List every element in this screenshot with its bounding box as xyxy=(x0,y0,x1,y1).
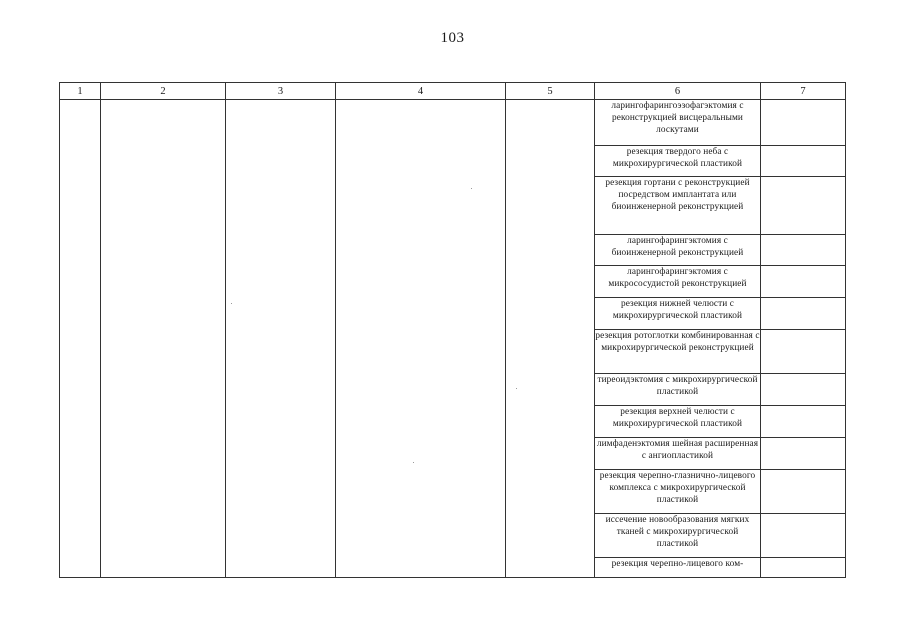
column-7-cell xyxy=(761,266,846,298)
column-7-cell xyxy=(761,558,846,578)
scan-speck xyxy=(413,462,414,463)
column-3-cell xyxy=(226,100,336,578)
column-7-cell xyxy=(761,438,846,470)
column-7-cell xyxy=(761,374,846,406)
column-header-3: 3 xyxy=(226,83,336,100)
procedure-cell: ларингофарингэктомия с биоинженерной реконструкцией xyxy=(595,235,761,266)
column-7-cell xyxy=(761,514,846,558)
procedure-cell: резекция нижней челюсти с микрохирургической пластикой xyxy=(595,298,761,330)
column-header-6: 6 xyxy=(595,83,761,100)
procedure-cell: тиреоидэктомия с микрохирургической пластикой xyxy=(595,374,761,406)
column-header-1: 1 xyxy=(60,83,101,100)
column-7-cell xyxy=(761,177,846,235)
column-7-cell xyxy=(761,330,846,374)
column-2-cell xyxy=(101,100,226,578)
procedure-cell: резекция черепно-лицевого ком- xyxy=(595,558,761,578)
procedure-cell: резекция твердого неба с микрохирургической пластикой xyxy=(595,146,761,177)
scan-speck xyxy=(516,388,517,389)
procedure-cell: резекция ротоглотки комбинированная с микрохирургической реконструкцией xyxy=(595,330,761,374)
column-7-cell xyxy=(761,146,846,177)
procedure-cell: лимфаденэктомия шейная расширенная с ангиопластикой xyxy=(595,438,761,470)
scan-speck xyxy=(471,188,472,189)
procedure-cell: резекция верхней челюсти с микрохирургической пластикой xyxy=(595,406,761,438)
column-7-cell xyxy=(761,235,846,266)
page-number: 103 xyxy=(440,30,465,46)
column-5-cell xyxy=(506,100,595,578)
column-7-cell xyxy=(761,298,846,330)
procedure-cell: ларингофарингэктомия с микрососудистой реконструкцией xyxy=(595,266,761,298)
column-header-7: 7 xyxy=(761,83,846,100)
column-7-cell xyxy=(761,470,846,514)
column-1-cell xyxy=(60,100,101,578)
column-header-4: 4 xyxy=(336,83,506,100)
procedure-cell: иссечение новообразования мягких тканей с микрохирургической пластикой xyxy=(595,514,761,558)
procedures-table xyxy=(59,82,846,578)
column-7-cell xyxy=(761,100,846,146)
procedure-cell: резекция черепно-глазнично-лицевого комплекса с микрохирургической пластикой xyxy=(595,470,761,514)
column-header-5: 5 xyxy=(506,83,595,100)
procedure-cell: ларингофарингоэзофагэктомия с реконструкцией висцеральными лоскутами xyxy=(595,100,761,146)
column-7-cell xyxy=(761,406,846,438)
table-row xyxy=(60,100,846,146)
column-4-cell xyxy=(336,100,506,578)
column-header-2: 2 xyxy=(101,83,226,100)
table-header-row xyxy=(60,83,846,100)
procedure-cell: резекция гортани с реконструкцией посредством имплантата или биоинженерной реконструкцией xyxy=(595,177,761,235)
scan-speck xyxy=(231,303,232,304)
